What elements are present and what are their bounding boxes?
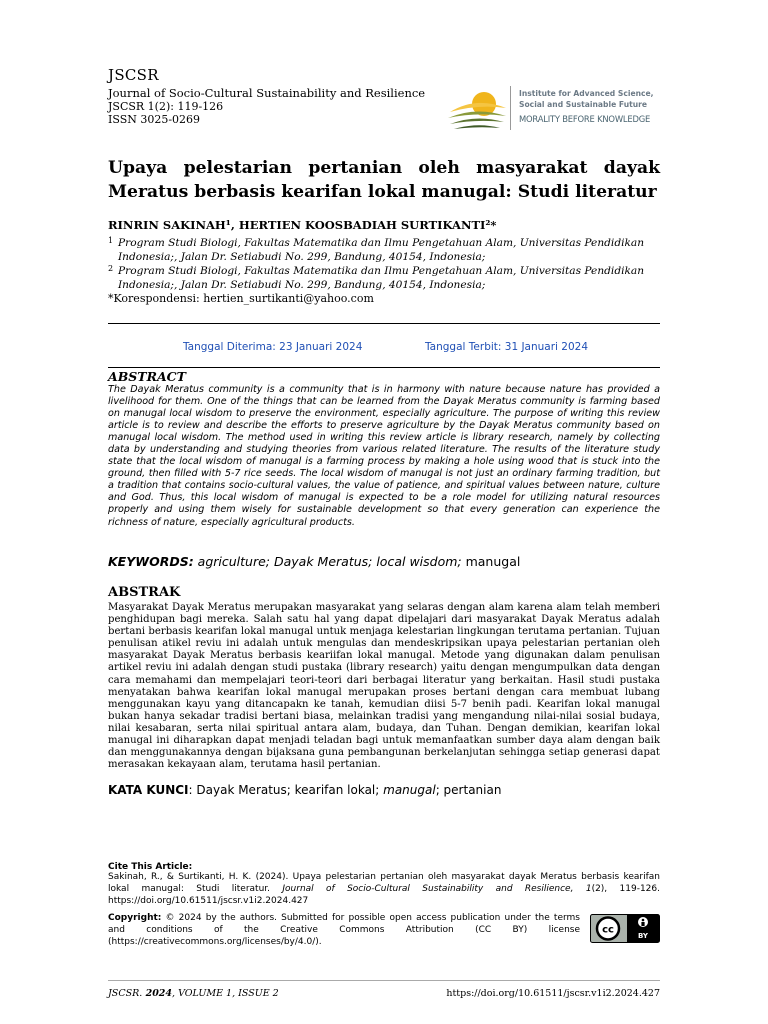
affiliation-1 (108, 236, 660, 264)
journal-issn: ISSN 3025-0269 (108, 113, 201, 126)
kata-kunci-italic: manugal (383, 783, 436, 797)
keywords-plain: manugal (461, 554, 521, 569)
cc-by-icon (590, 914, 660, 943)
institute-logo (446, 86, 661, 132)
kata-kunci-heading: KATA KUNCI (108, 783, 189, 797)
footer-volume-issue: , VOLUME 1, ISSUE 2 (172, 988, 279, 999)
by-badge-text: BY (637, 932, 649, 940)
kata-kunci-part1: : Dayak Meratus; kearifan lokal; (188, 783, 384, 797)
divider-bottom (108, 367, 660, 368)
keywords-heading: KEYWORDS: (108, 554, 194, 569)
kata-kunci (108, 783, 501, 797)
abstract-text: The Dayak Meratus community is a community that is in harmony with nature because nature has provided a livelihood for them. One of the things that can be learned from the Dayak Meratus community is farming based on manugal local wisdom to preserve the environment, especially agriculture. The purpose of writing this review article is to review and describe the efforts to preserve agriculture by the Dayak Meratus community based on manugal local wisdom. The method used in writing this review article is library research, namely by collecting data by understanding and studying theories from various related literature. The results of the literature study state that the local wisdom of manugal is a farming process by making a hole using wood that is stuck into the ground, then filled with 5-7 rice seeds. The local wisdom of manugal is not just an ordinary farming tradition, but a tradition that contains socio-cultural values, the value of patience, and spiritual values between nature, culture and God. Thus, this local wisdom of manugal is expected to be a role model for utilizing natural resources properly and using them wisely for sustainable development so that every generation can experience the richness of nature, especially agricultural products. (108, 384, 660, 528)
footer-journal-info (108, 988, 279, 999)
footer-doi-link[interactable]: https://doi.org/10.61511/jscsr.v1i2.2024.427 (446, 988, 660, 999)
abstrak-text: Masyarakat Dayak Meratus merupakan masyarakat yang selaras dengan alam karena alam telah memberi penghidupan bagi mereka. Salah satu hal yang dapat dipelajari dari masyarakat Dayak Meratus adalah bertani berbasis kearifan lokal manugal untuk menjaga kelestarian lingkungan terutama pertanian. Tujuan penulisan atikel reviu ini adalah untuk mengulas dan mendeskripsikan upaya pelestarian pertanian oleh masyarakat Dayak Meratus berbasis keariifan lokal manugal. Metode yang digunakan dalam penulisan artikel reviu ini adalah dengan studi pustaka (library research) yaitu dengan mengumpulkan data dengan cara memahami dan mempelajari teori-teori dari berbagai literatur yang berkaitan. Hasil studi pustaka menyatakan bahwa kearifan lokal manugal merupakan proses bertani dengan cara membuat lubang menggunakan kayu yang ditancapakn ke tanah, kemudian diisi 5-7 benih padi. Kearifan lokal manugal bukan hanya sekadar tradisi bertani biasa, melainkan tradisi yang mengandung nilai-nilai sosial budaya, nilai kesabaran, serta nilai spiritual antara alam, budaya, dan Tuhan. Dengan demikian, kearifan lokal manugal ini diharapkan dapat menjadi teladan bagi untuk memanfaatkan sumber daya alam dengan baik dan menggunakannya dengan bijaksana guna pembangunan berkelanjutan sehingga setiap generasi dapat merasakan kekayaan alam, terutama hasil pertanian. (108, 602, 660, 771)
abstract-heading: ABSTRACT (108, 369, 186, 384)
footer-journal: JSCSR. (108, 988, 143, 999)
cite-text (108, 872, 660, 907)
article-title: Upaya pelestarian pertanian oleh masyarakat dayak Meratus berbasis kearifan lokal manugal: Studi literatur (108, 158, 660, 202)
cite-heading: Cite This Article: (108, 862, 193, 872)
cc-badge-text: cc (602, 924, 614, 936)
cite-journal: Journal of Socio-Cultural Sustainability and Resilience, 1 (282, 883, 592, 894)
journal-abbreviation: JSCSR (108, 66, 159, 84)
date-published: Tanggal Terbit: 31 Januari 2024 (425, 341, 589, 353)
affiliation-number: 1 (108, 236, 114, 245)
affiliation-text: Program Studi Biologi, Fakultas Matematika dan Ilmu Pengetahuan Alam, Universitas Pendidikan Indonesia;, Jalan Dr. Setiabudi No. 299, Bandung, 40154, Indonesia; (118, 265, 645, 291)
article-authors: RINRIN SAKINAH¹, HERTIEN KOOSBADIAH SURTIKANTI²* (108, 218, 497, 232)
correspondence: *Korespondensi: hertien_surtikanti@yahoo.com (108, 292, 374, 305)
keywords-italic: agriculture; Dayak Meratus; local wisdom; (193, 554, 462, 569)
logo-institute-line2: Social and Sustainable Future (519, 100, 648, 109)
logo-institute-line1: Institute for Advanced Science, (519, 89, 654, 98)
abstrak-heading: ABSTRAK (108, 585, 181, 600)
copyright-label: Copyright: (108, 913, 162, 923)
footer-year: 2024 (142, 988, 173, 999)
sun-leaf-logo-icon (446, 86, 508, 132)
logo-divider (510, 86, 511, 130)
affiliation-2 (108, 264, 660, 292)
journal-volume: JSCSR 1(2): 119-126 (108, 100, 224, 113)
date-received: Tanggal Diterima: 23 Januari 2024 (183, 341, 363, 353)
divider-top (108, 323, 660, 324)
affiliation-number: 2 (108, 264, 114, 273)
cc-by-badge[interactable] (590, 914, 660, 943)
affiliation-text: Program Studi Biologi, Fakultas Matematika dan Ilmu Pengetahuan Alam, Universitas Pendidikan Indonesia;, Jalan Dr. Setiabudi No. 299, Bandung, 40154, Indonesia; (118, 237, 645, 263)
cite-text-part2: (2), 119-126. https://doi.org/10.61511/jscsr.v1i2.2024.427 (108, 883, 660, 906)
copyright-text: © 2024 by the authors. Submitted for possible open access publication under the terms and conditions of the Creative Commons Attribution (CC BY) license (https://creativecommons.org/licenses/by/4.0/). (108, 913, 580, 947)
journal-name: Journal of Socio-Cultural Sustainability and Resilience (108, 86, 426, 100)
kata-kunci-part2: ; pertanian (435, 783, 502, 797)
copyright-notice (108, 913, 580, 948)
logo-motto: MORALITY BEFORE KNOWLEDGE (519, 114, 651, 124)
footer-rule (108, 980, 660, 981)
keywords (108, 554, 520, 569)
cite-text-part1: Sakinah, R., & Surtikanti, H. K. (2024). Upaya pelestarian pertanian oleh masyarakat dayak Meratus berbasis kearifan lokal manugal: Studi literatur. (108, 872, 660, 894)
